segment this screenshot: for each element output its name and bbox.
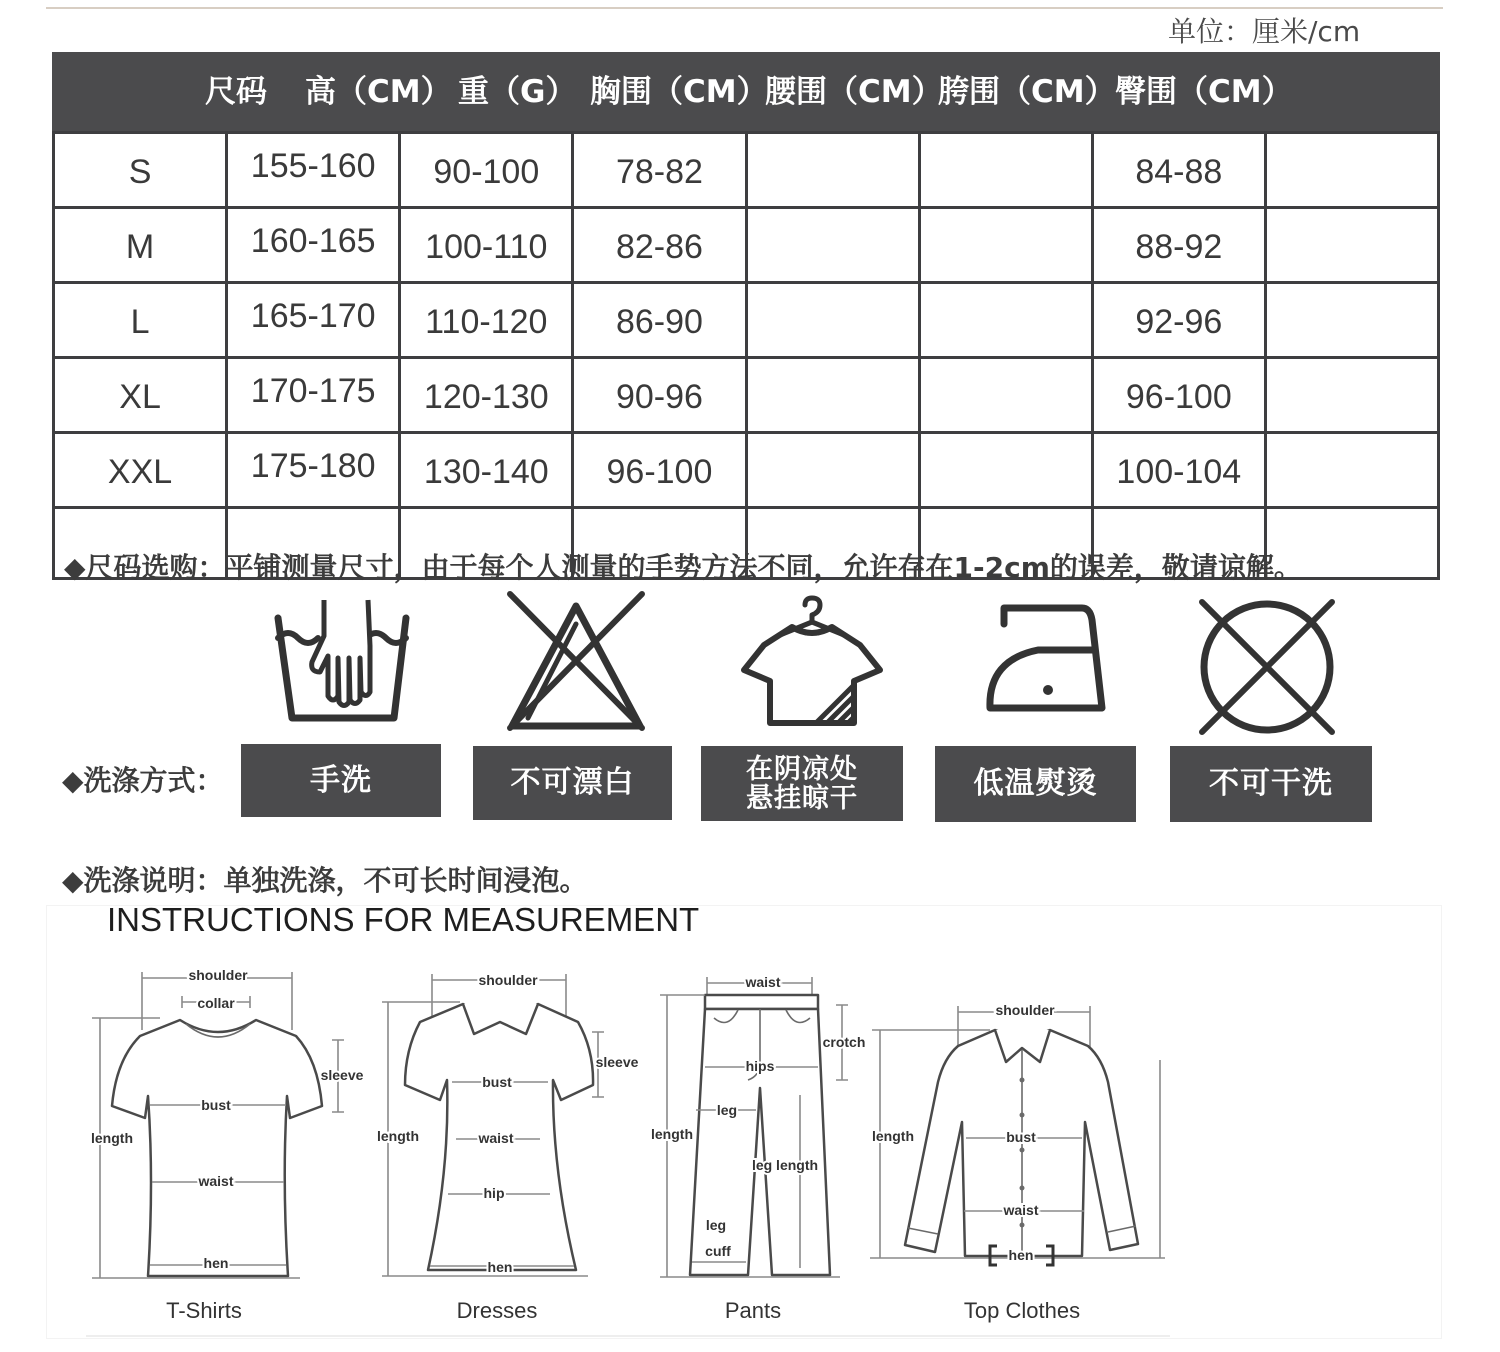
tshirt-shoulder-label: shoulder (188, 967, 248, 983)
tshirt-sleeve-label: sleeve (320, 1067, 364, 1083)
do-not-dry-clean-icon (1196, 596, 1338, 738)
header-size: 尺码 (205, 74, 267, 110)
waist-cell (746, 133, 919, 208)
hip-cell: 88-92 (1092, 208, 1265, 283)
dress-hem-label: hen (487, 1259, 513, 1275)
top-length-label: length (872, 1128, 914, 1144)
size-table-header (52, 52, 1440, 132)
care-box-text-line-2: 悬挂晾干 (746, 782, 858, 814)
bust-cell: 82-86 (573, 208, 746, 283)
size-cell: M (54, 208, 227, 283)
top-clothes-caption: Top Clothes (963, 1298, 1081, 1323)
size-cell: L (54, 283, 227, 358)
care-box-no-bleach (473, 746, 672, 820)
empty-cell (1265, 358, 1438, 433)
pants-cuff-label: cuff (705, 1243, 731, 1259)
care-method-label: ◆洗涤方式： (62, 764, 224, 797)
pants-waist-label: waist (745, 974, 781, 990)
table-row (54, 208, 1439, 283)
size-cell: S (54, 133, 227, 208)
tshirt-waist-label: waist (198, 1173, 234, 1189)
top-shoulder-label: shoulder (995, 1002, 1055, 1018)
waist-cell (746, 433, 919, 508)
header-bust: 胸围（CM） (590, 74, 768, 110)
temperature-dot (1043, 685, 1053, 695)
header-weight: 重（G） (458, 74, 577, 110)
dress-length-label: length (377, 1128, 419, 1144)
waist-cell (746, 283, 919, 358)
tshirt-outline (112, 1020, 322, 1276)
empty-cell (1265, 433, 1438, 508)
hip-cell: 92-96 (1092, 283, 1265, 358)
hip-width-cell (919, 283, 1092, 358)
care-box-no-dry-clean (1170, 746, 1372, 822)
tshirt-hem-label: hen (203, 1255, 229, 1271)
height-cell: 160-165 (227, 208, 400, 283)
pants-crotch-label: crotch (822, 1034, 866, 1050)
waist-cell (746, 208, 919, 283)
weight-cell: 90-100 (400, 133, 573, 208)
pants-cuff-leg-label: leg (705, 1217, 727, 1233)
care-box-low-iron (935, 746, 1136, 822)
top-waist-label: waist (1003, 1202, 1039, 1218)
dress-caption: Dresses (456, 1298, 538, 1323)
hang-dry-in-shade-icon (740, 595, 884, 727)
pants-leg-length-label: leg length (751, 1157, 819, 1173)
hip-width-cell (919, 208, 1092, 283)
care-box-hang-dry (701, 746, 903, 821)
height-cell: 165-170 (227, 283, 400, 358)
pants-length-label: length (651, 1126, 693, 1142)
hip-cell: 96-100 (1092, 358, 1265, 433)
bust-cell: 78-82 (573, 133, 746, 208)
tshirt-collar-label: collar (197, 995, 235, 1011)
height-cell: 170-175 (227, 358, 400, 433)
dress-shoulder-label: shoulder (478, 972, 538, 988)
table-row (54, 133, 1439, 208)
care-box-text: 不可漂白 (510, 765, 635, 800)
size-cell: XXL (54, 433, 227, 508)
tshirt-diagram (91, 967, 364, 1323)
unit-label: 单位：厘米/cm (1168, 15, 1361, 48)
dress-bust-label: bust (482, 1074, 512, 1090)
washing-instructions-note: ◆洗涤说明：单独洗涤，不可长时间浸泡。 (62, 864, 588, 897)
dress-diagram (377, 972, 639, 1323)
top-hem-label: hen (1008, 1247, 1034, 1263)
empty-cell (1265, 208, 1438, 283)
weight-cell: 120-130 (400, 358, 573, 433)
dress-sleeve-label: sleeve (595, 1054, 639, 1070)
pants-diagram (651, 974, 865, 1323)
hip-width-cell (919, 433, 1092, 508)
bust-cell: 86-90 (573, 283, 746, 358)
care-box-text-line-1: 在阴凉处 (746, 753, 858, 785)
empty-cell (1265, 133, 1438, 208)
pants-leg-label: leg (716, 1102, 738, 1118)
waist-cell (746, 358, 919, 433)
pants-waistband (705, 995, 818, 1009)
height-cell: 155-160 (227, 133, 400, 208)
table-row (54, 283, 1439, 358)
iron-low-temperature-icon (984, 600, 1110, 716)
measurement-title: INSTRUCTIONS FOR MEASUREMENT (107, 901, 700, 938)
hip-width-cell (919, 133, 1092, 208)
hand-wash-icon (272, 596, 412, 724)
top-clothes-diagram (870, 1002, 1165, 1323)
header-hip: 臀围（CM） (1115, 74, 1293, 110)
dress-waist-label: waist (478, 1130, 514, 1146)
weight-cell: 130-140 (400, 433, 573, 508)
do-not-bleach-icon (504, 590, 648, 732)
care-box-text: 低温熨烫 (973, 766, 1098, 801)
pants-hips-label: hips (745, 1058, 775, 1074)
care-box-text: 不可干洗 (1209, 766, 1333, 801)
dress-hip-label: hip (483, 1185, 505, 1201)
top-divider (46, 7, 1443, 9)
height-cell: 175-180 (227, 433, 400, 508)
header-hip-width: 胯围（CM） (938, 74, 1116, 110)
tshirt-length-label: length (91, 1130, 133, 1146)
header-height: 高（CM） (305, 74, 452, 110)
size-selection-note: ◆尺码选购：平铺测量尺寸，由于每个人测量的手势方法不同，允许存在1-2cm的误差，敬请谅解。 (64, 551, 1302, 584)
empty-cell (1265, 283, 1438, 358)
table-row (54, 358, 1439, 433)
pants-caption: Pants (724, 1298, 782, 1323)
hip-cell: 100-104 (1092, 433, 1265, 508)
table-row (54, 433, 1439, 508)
measurement-diagrams (0, 940, 1500, 1340)
care-box-text: 手洗 (310, 762, 372, 798)
header-waist: 腰围（CM） (765, 74, 943, 110)
weight-cell: 110-120 (400, 283, 573, 358)
weight-cell: 100-110 (400, 208, 573, 283)
size-cell: XL (54, 358, 227, 433)
hip-cell: 84-88 (1092, 133, 1265, 208)
bust-cell: 90-96 (573, 358, 746, 433)
size-table (52, 131, 1440, 580)
tshirt-bust-label: bust (201, 1097, 231, 1113)
bust-cell: 96-100 (573, 433, 746, 508)
tshirt-caption: T-Shirts (166, 1298, 242, 1323)
hip-width-cell (919, 358, 1092, 433)
care-box-hand-wash (241, 744, 441, 817)
top-bust-label: bust (1006, 1129, 1036, 1145)
